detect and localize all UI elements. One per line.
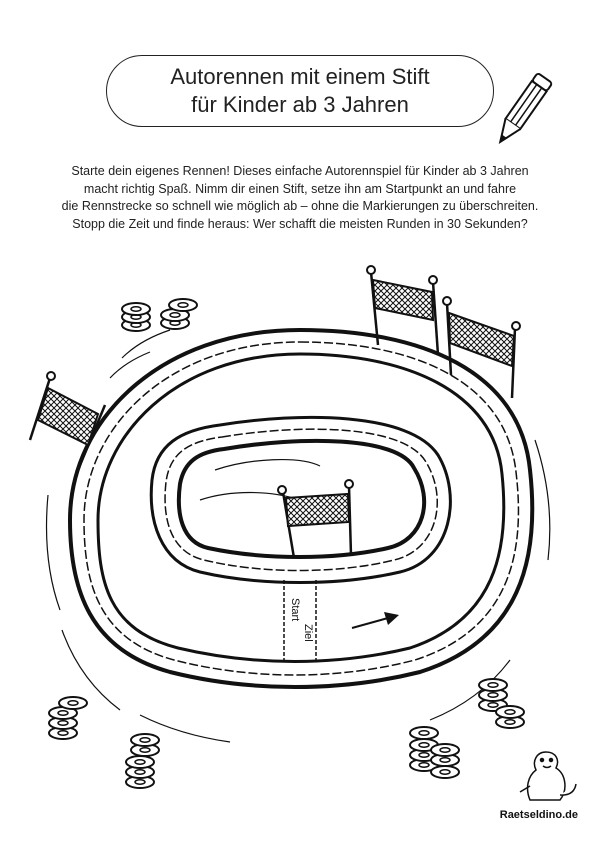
intro-line-4: Stopp die Zeit und finde heraus: Wer schafft die meisten Runden in 30 Sekunden?: [72, 216, 528, 231]
tire-stack-icon: [122, 299, 197, 331]
checkered-flag-icon: [278, 480, 353, 558]
finish-label: Ziel: [302, 624, 314, 642]
intro-line-2: macht richtig Spaß. Nimm dir einen Stift, setze ihn am Startpunkt an und fahre: [83, 181, 517, 196]
tire-stack-icon: [410, 727, 459, 778]
tire-stack-icon: [479, 679, 524, 728]
checkered-flag-icon: [30, 372, 105, 470]
intro-line-1: Starte dein eigenes Rennen! Dieses einfache Autorennspiel für Kinder ab 3 Jahren: [71, 164, 529, 178]
tire-stack-icon: [126, 734, 159, 788]
intro-line-3: die Rennstrecke so schnell wie möglich ab – ohne die Markierungen zu überschreiten.: [61, 199, 539, 213]
checkered-flag-icon: [443, 297, 520, 398]
brand-label: Raetseldino.de: [499, 809, 578, 821]
tire-stack-icon: [49, 697, 87, 739]
title-line-2: für Kinder ab 3 Jahren: [191, 92, 409, 117]
title-line-1: Autorennen mit einem Stift: [170, 64, 430, 89]
dino-mascot-icon: [520, 752, 576, 800]
start-label: Start: [289, 598, 301, 622]
direction-arrow-icon: [352, 612, 399, 628]
pencil-icon: [493, 73, 552, 147]
